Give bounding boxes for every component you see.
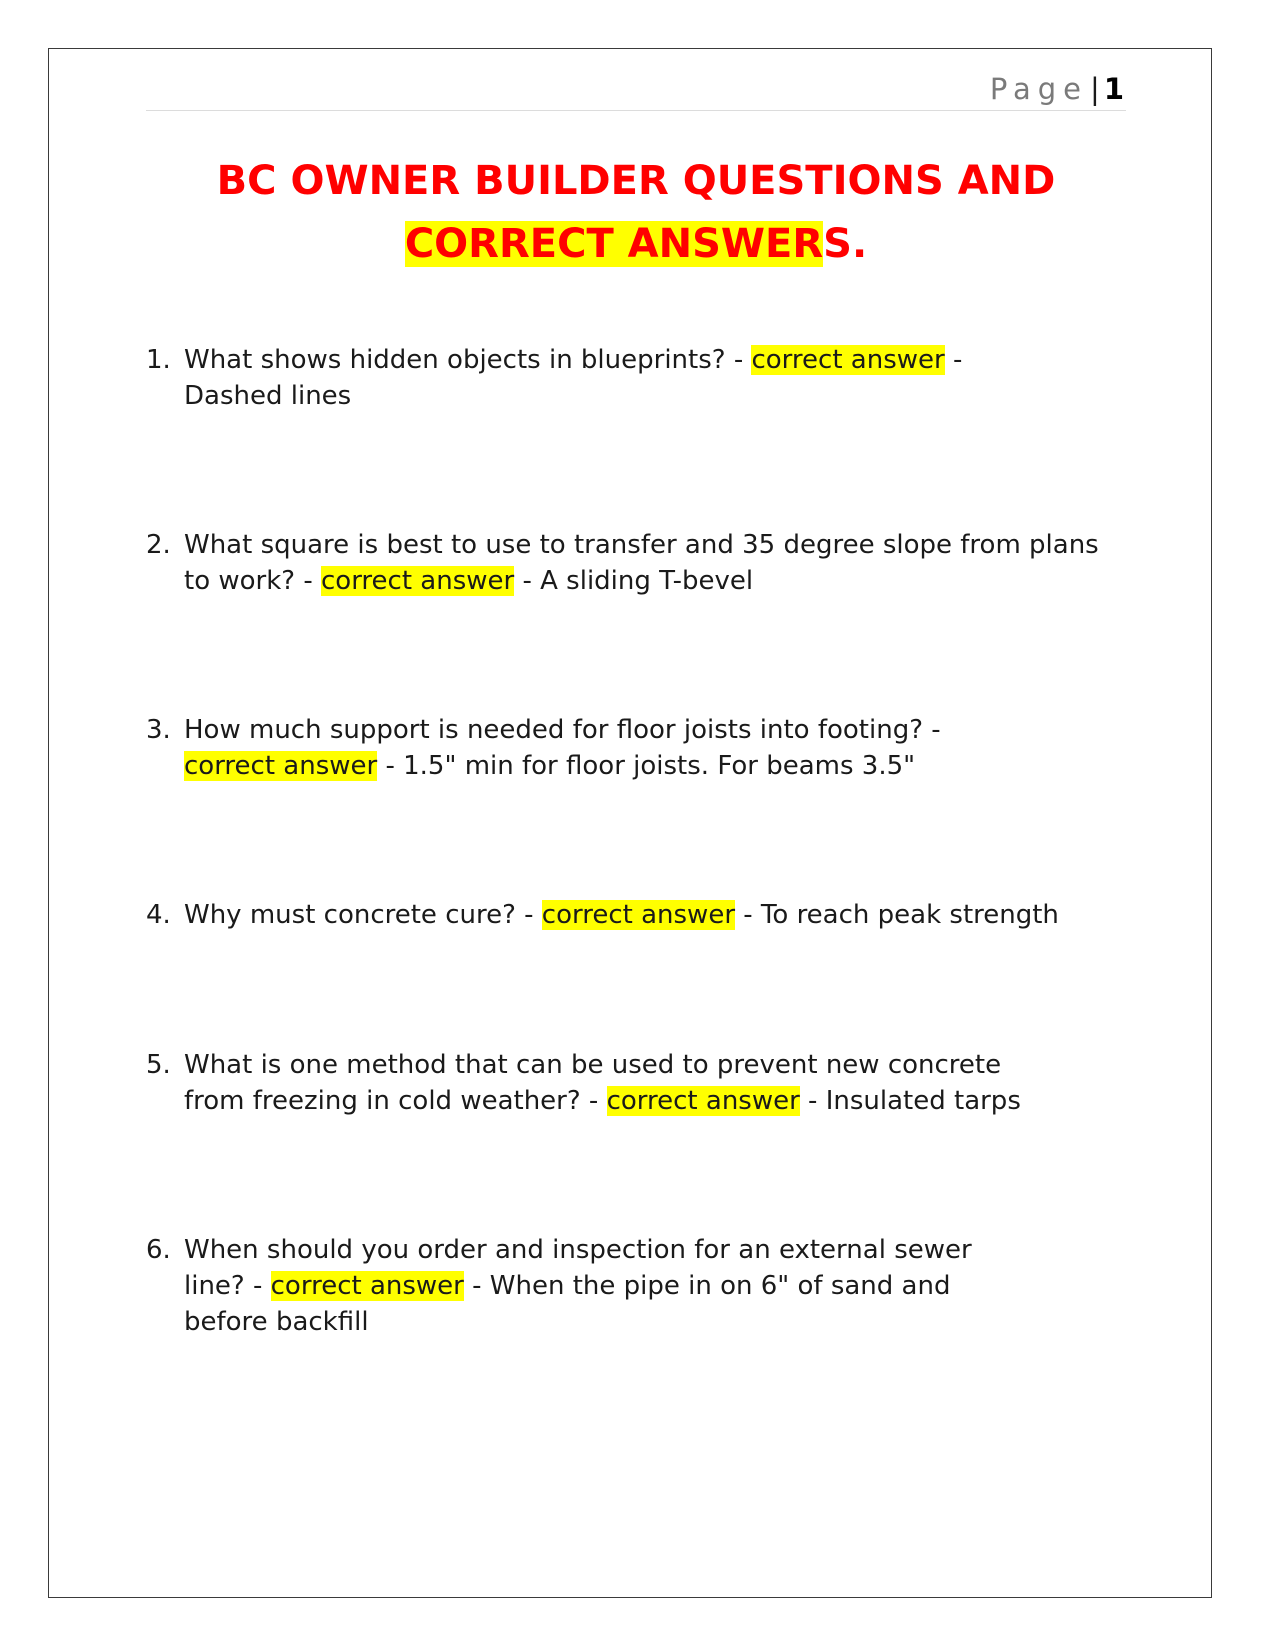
title-highlighted-text: CORRECT ANSWER (404, 221, 824, 267)
question-prompt: When should you order and inspection for an external sewer line? - (184, 1235, 972, 1301)
page-border (48, 48, 1212, 1598)
question-text (184, 1047, 1034, 1119)
question-item (146, 1047, 1136, 1119)
page-indicator (990, 72, 1124, 106)
question-prompt: Why must concrete cure? - (184, 900, 542, 930)
answer-label: correct answer (606, 1086, 800, 1116)
page-label: Page (989, 72, 1089, 106)
question-text (184, 1232, 1034, 1340)
question-item (146, 342, 1136, 414)
title-line-2-rest: S. (823, 221, 868, 267)
question-item (146, 1232, 1136, 1340)
question-text (184, 897, 1104, 933)
answer-text: - To reach peak strength (735, 900, 1059, 930)
document-title (146, 150, 1126, 276)
page-number: 1 (1103, 72, 1124, 106)
question-prompt: How much support is needed for floor joists into footing? - (184, 715, 941, 745)
answer-text: - A sliding T-bevel (514, 566, 754, 596)
answer-label: correct answer (270, 1271, 464, 1301)
question-text (184, 342, 1034, 414)
answer-text: - When the pipe in on 6" of sand and before backfill (184, 1271, 951, 1337)
answer-text: - Insulated tarps (799, 1086, 1021, 1116)
question-prompt: What square is best to use to transfer and 35 degree slope from plans to work? - (184, 530, 1099, 596)
answer-text: - 1.5" min for floor joists. For beams 3.5" (377, 751, 916, 781)
question-text (184, 712, 1004, 784)
question-number: 6. (146, 1235, 171, 1265)
question-prompt: What is one method that can be used to prevent new concrete from freezing in cold weather? - (184, 1050, 1002, 1116)
answer-label: correct answer (184, 751, 378, 781)
question-item (146, 527, 1136, 599)
page-separator: | (1090, 72, 1100, 106)
question-number: 4. (146, 900, 171, 930)
question-number: 3. (146, 715, 171, 745)
answer-label: correct answer (541, 900, 736, 930)
page-header (146, 70, 1126, 111)
answer-label: correct answer (751, 345, 945, 375)
title-line-1: BC OWNER BUILDER QUESTIONS AND (216, 158, 1056, 204)
answer-label: correct answer (321, 566, 515, 596)
answer-text: - Dashed lines (184, 345, 963, 411)
title-line-2 (146, 213, 1126, 276)
question-item (146, 897, 1136, 933)
question-number: 2. (146, 530, 171, 560)
question-item (146, 712, 1136, 784)
question-prompt: What shows hidden objects in blueprints? - (184, 345, 752, 375)
question-number: 5. (146, 1050, 171, 1080)
question-text (184, 527, 1104, 599)
question-number: 1. (146, 345, 171, 375)
